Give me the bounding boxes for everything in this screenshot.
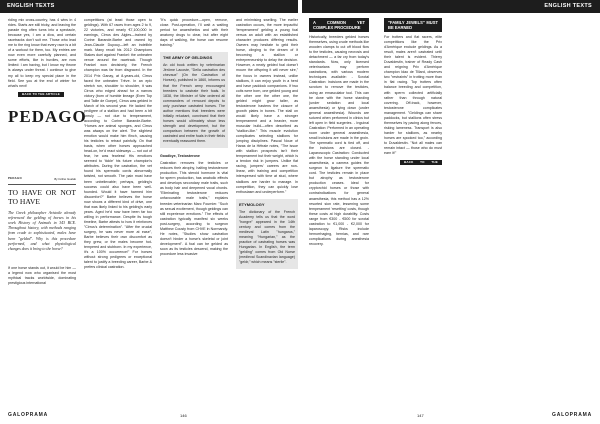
right-column-1 <box>309 18 369 403</box>
body-text: riding mix cross-country, has 4 wins in 4 rides. Starts are still tricky, and leaving the parade ring often turns into a spectacle, because yes, I am a diva, and certain racetracks don't suit me. Those who lead me to the ring know that every race is a bit of a workout for them, too. My entries are now even more carefully planned, and some efforts, like in hurdles, are now limited: I am having, but I know my throne is always under threat. I continue to give my all to keep my special place in the field. See you at the end of winter for what's next! <box>8 18 76 88</box>
footer-brand-right: GALOPRAMA <box>552 412 592 418</box>
back-to-article-button[interactable]: BACK TO THE ARTICLE <box>18 92 64 97</box>
left-column-4 <box>236 18 298 403</box>
page-number-right: 147 <box>417 413 424 418</box>
left-column-2 <box>84 18 152 403</box>
sidebar-box-etymology <box>236 199 298 270</box>
sidebar-box-text: An old book written by veterinarian Jérôme Lacoste, "Della castration des chevaux" (On the Castration of Horses), published in 1860, informs us that the French army encouraged breeders to castrate their foals. In 1838, the Minister of War ordered all commanders of remount depots to only purchase castrated horses. The author mentions that breeders were initially reluctant, convinced that their horses would ultimately show less strength and development, but the comparison between the growth of castrated and entire foals in their fields eventually reassured them. <box>163 63 225 144</box>
section-header-left: ENGLISH TEXTS <box>0 0 298 13</box>
left-column-3 <box>160 18 228 403</box>
sidebar-box-title: ETYMOLOGY <box>239 201 265 207</box>
sidebar-box-title: THE ARMY OF GELDINGS <box>163 55 213 61</box>
footer-brand-left: GALOPRAMA <box>8 412 48 418</box>
divider <box>8 184 76 185</box>
sidebar-box-army <box>160 52 228 148</box>
body-text: Castration removes the testicles or reduces their atrophy, halting testosterone production. This steroid hormone is vital for sperm production, has anabolic effects and develops secondary male traits, such as body hair and deepened vocal chords. "Eliminating testosterone reduces unfavourable male traits," explains breeder-veterinarian Marc Fournier. "Such as sexual excitement, though geldings can still experience erections." The effects of castration typically manifest six weeks post-surgery, according to surgeon Matthew Cousty from CHVE in Normandy. He notes, "Studies show castration doesn't hinder a horse's skeletal or joint development". A foal can be gelded as soon as its testicles descend, making the procedure less invasive <box>160 161 228 256</box>
article-headline: TO HAVE OR NOT TO HAVE <box>8 188 76 206</box>
byline: By Céline Gualde <box>54 177 76 182</box>
right-column-2 <box>384 18 442 403</box>
section-header-right: ENGLISH TEXTS <box>302 0 600 13</box>
sidebar-box-text: The dictionary of the French Academy tells us that the word "hongre" appeared in the 14th century and comes from the medieval Latin "hungarus," meaning "Hungarian," as the practice of castrating horses was Hungarian. In English, the term "gelding" comes from Old Norse (medieval Scandinavian language) "geldr," which means "sterile". <box>239 209 295 265</box>
subheading: Goodbye, Testosterone <box>160 154 200 159</box>
sidebar-title-family-jewels: "FAMILY JEWELS" MUST BE EARNED <box>384 18 442 32</box>
sidebar-title-procedure: A COMMON YET COMPLEX PROCEDURE <box>309 18 369 32</box>
article-logo: PEDAGO <box>8 107 87 127</box>
body-text: and minimising swelling. The earlier castration occurs, the more impactful 'temperament' gelding a young foal versus an adult with an established character produces differing results. Owners may hesitate to geld their horse, clinging to the dream of it becoming a stallion or entrepreneurship to delay the decision. However, a newly gelded foal doesn't mourn the offspring it will never sire," the focus in owners instead, unlike stallions, it can enjoy youth in a herd and have paddock companions. If two colts were born, one gelded young and the other one the other one, the gelded might grow taller, as testosterone hastens the closure of growth plates in bones. The stall on would likely have a stronger temperament and a heavier, more muscular build—often described as "stallion-like." This muscle evolution complicates selecting stallions for jumping disciplines. Pascal Noue of Haras de la Hêtraie notes, "The issue with stallion prospects isn't their temperament but their weight, which is a tendon risk in jumpers. Unlike flat racing, jumpers' careers are non-linear, with training and competition interspersed with time at stud, where stallions are harder to manage. In competition, they can quickly lose enthusiasm and underperform." <box>236 18 298 194</box>
body-text: Historically, breeders gelded horses themselves, using crude methods like wooden clamps to cut off blood flow to the testicles, causing necrosis and detachment — a far cry from today's standards. Now, only licensed veterinarians may perform castrations, with various modern techniques available: - Scrotal Castration: Incisions are made in the scrotum to remove the testicles, using an emasculator tool. This can be done with the horse standing (under sedation and local anaesthesia) or lying down (under general anaesthesia). Wounds are sutured when performed in clinics but left open in field surgeries. - Inguinal Castration: Performed in an operating room under general anaesthesia, small incisions are made in the groin. The spermatic cord is tied off, and the incisions are closed. - Laparoscopic Castration: Conducted with the horse standing under local anaesthesia, a camera guides the surgeon to ligature the spermatic cord. The testicles remain in place but atrophy as testosterone production ceases. Ideal for cryptorchid horses or those with contraindications for general anaesthesia, this method has a 12% resorted sion rate, lessening some temperament 'resetting' costs, though these costs at high durability. Costs range from €300 - €500 for scrotal castration to €1,000 - €2,000 for laparoscopy. Risks include hemorrhaging, hernias, and rare complications during anesthesia recovery. <box>309 35 369 246</box>
page-number-left: 146 <box>180 413 187 418</box>
body-text: For trotters and flat racers, elite competitions like the Prix d'Amérique exclude geldings. As a result, males aren't castrated until their talent is evident. Thierry Duvaldestin, trainer of Ready Cash and reigning Prix d'Amérique champion Idao de Tillard, observes two "restraints" in trotting more than in flat racing. Top trotters often balance breeding and competition, with sperm collected artificially rather than through natural covering. Off-track, however, testosterone complicates management. "Geldings can share paddocks, but stallions often stress themselves by pacing along fences, risking lameness. Transport is also harder for stallions, as nearby horses are spooked too," according to Duvaldestin. "Not all males can remain intact — those who do must earn it!" <box>384 35 442 156</box>
article-lede: The Greek philosopher Aristotle already referenced the gelding of horses in his work History of Animals in 343 BCE. Throughout history, with methods ranging from crude to sophisticated, males have been "gelded". Why is this procedure performed, and what physiological changes does it bring to the horse? <box>8 211 76 251</box>
body-text: If one horse stands out, it would be him — a legend now who organised the most mythical tracks worldwide, dominating prestigious international <box>8 265 76 285</box>
back-to-article-button[interactable]: BACK TO THE ARTICLE <box>400 160 442 165</box>
body-text: "It's quick procedure—open, remove, close. Post-operation, I'll wait a waiting period for anaesthetics and with their anatomy drugs to clear, but after eight days of walking, the horse can resume training." <box>160 18 228 48</box>
section-tag: PEDAGO <box>8 176 22 181</box>
body-text: competitions (at least those open to geldings). With 67 races from ages 2 to 9, 22 victories, and nearly €7,100,000 in earnings, Cirrus des Aigles—trained by Corine Barande-Barbe and owned by Jean-Claude Dupouy—left an indelible mark. Many recall his 2012 Champions Stakes duel against Frankel: the unbeaten venue around the racetrack. Though Frankel won decisively, the French champion was far from disgraced. In the 2014 Prix Ganay, at 8-years-old, Cirrus faced the unbeaten Trêve. In an epic stretch run, shoulder to shoulder, it was Cirrus who edged ahead for a narrow victory (born of humble lineage (Even Top and Taille de Guepe), Cirrus was gelded in March of his second year. He lacked the pedigree of a stallion and had been a bit unruly — not due to temperament, according to Corine Barande-Barbe. "Horses are animal sponges, and Cirrus was always on the alert. The slightest emotion would make him flinch, causing his testicles to retract painfully. On that basis, when other horses approached head-on, he'd react sideways — not out of fear, he was fearless! His emotions seemed to 'tickle' his future champion's attributes. During the castration, the vet found his spermatic cords abnormally twisted, not smooth. The pain must have been unbelievable; perhaps, gelding's success could also have been well-founded. Would it have harmed him discomfort?" Barbe believes the horse now shows a different kind of drive, one that was likely linked to his gelding's early years. Aged he'd now have been far too willing in performance. Despite its tough timeline, Barbe attests to how it reinforces "Cirrus's determination". "After the crucial surgery, he was never more at ease", Barbe believes their own discomfort as they grew, or the males become hot-tempered and stubborn. In my experience, it's a 100% occurrence!" For horses without strong pedigrees or exceptional talent to justify a breeding career, Barbe & prefers clinical castration. <box>84 18 152 270</box>
left-column-1 <box>8 18 87 403</box>
